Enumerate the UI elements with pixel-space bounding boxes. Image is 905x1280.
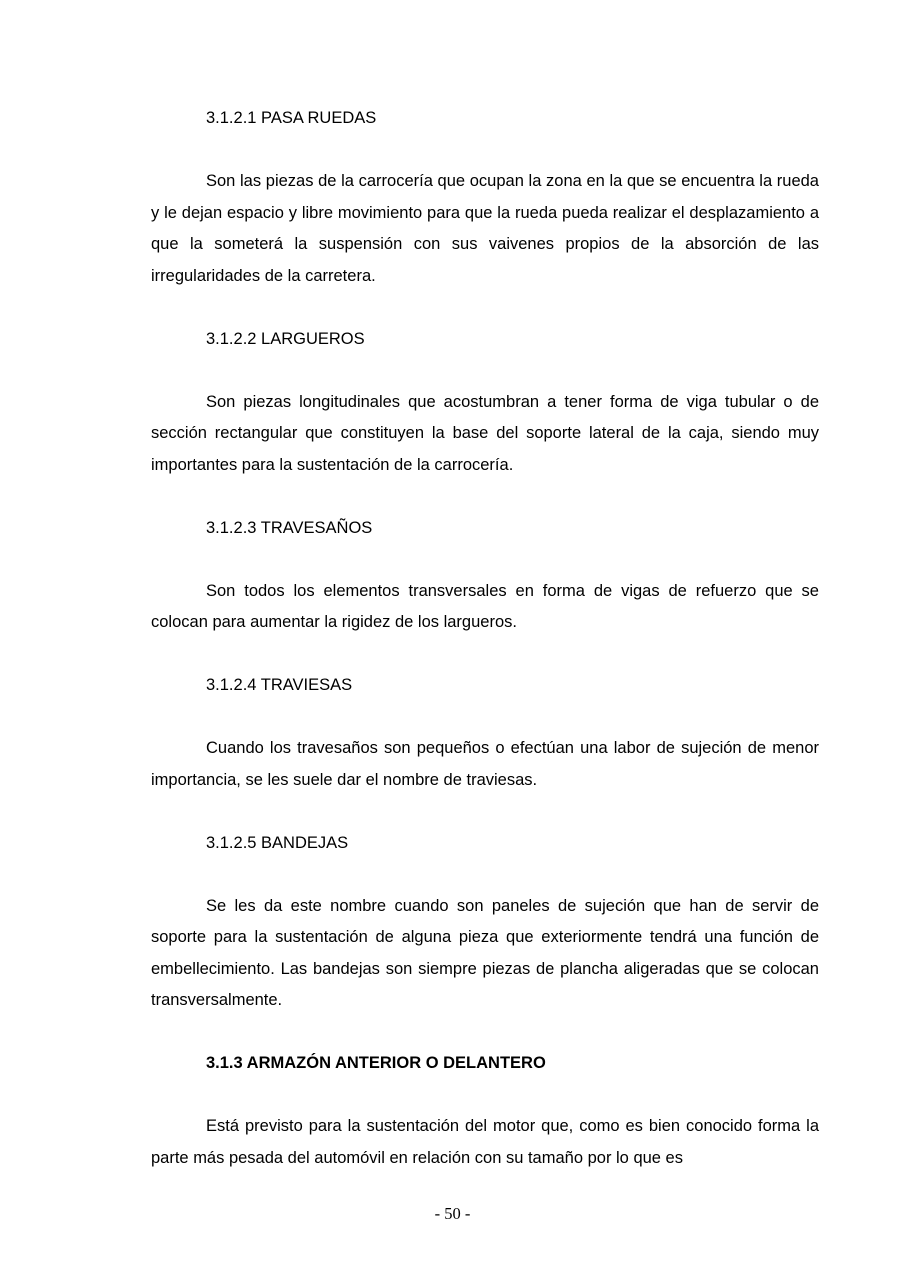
section-paragraph: Se les da este nombre cuando son paneles de sujeción que han de servir de soporte para la sustentación de alguna pieza que exteriormente tendrá una función de embellecimiento. Las bandejas son siempre piezas de plancha aligeradas que se colocan transversalmente. [151, 896, 819, 1009]
section-heading: 3.1.2.1 PASA RUEDAS [206, 109, 377, 127]
section-pasa-ruedas [151, 103, 819, 292]
section-heading: 3.1.3 ARMAZÓN ANTERIOR O DELANTERO [206, 1054, 546, 1072]
section-heading: 3.1.2.4 TRAVIESAS [206, 676, 353, 694]
section-paragraph: Son todos los elementos transversales en forma de vigas de refuerzo que se colocan para aumentar la rigidez de los largueros. [151, 581, 819, 631]
page-number: - 50 - [434, 1204, 471, 1223]
section-paragraph: Está previsto para la sustentación del motor que, como es bien conocido forma la parte más pesada del automóvil en relación con su tamaño por lo que es [151, 1117, 819, 1167]
section-largueros [151, 324, 819, 482]
section-heading: 3.1.2.3 TRAVESAÑOS [206, 518, 373, 537]
section-bandejas [151, 828, 819, 1017]
section-paragraph: Son las piezas de la carrocería que ocupan la zona en la que se encuentra la rueda y le dejan espacio y libre movimiento para que la rueda pueda realizar el desplazamiento a que la someterá la suspensión con sus vaivenes propios de la absorción de las irregularidades de la carretera. [151, 172, 819, 285]
section-traviesas [151, 670, 819, 796]
section-paragraph: Cuando los travesaños son pequeños o efectúan una labor de sujeción de menor importancia, se les suele dar el nombre de traviesas. [151, 739, 819, 789]
section-armazon-anterior [151, 1048, 819, 1174]
page-content [151, 103, 819, 1206]
section-paragraph: Son piezas longitudinales que acostumbran a tener forma de viga tubular o de sección rectangular que constituyen la base del soporte lateral de la caja, siendo muy importantes para la sustentación de la carrocería. [151, 392, 819, 474]
section-heading: 3.1.2.2 LARGUEROS [206, 329, 365, 348]
section-heading: 3.1.2.5 BANDEJAS [206, 833, 349, 852]
section-travesanos [151, 513, 819, 639]
